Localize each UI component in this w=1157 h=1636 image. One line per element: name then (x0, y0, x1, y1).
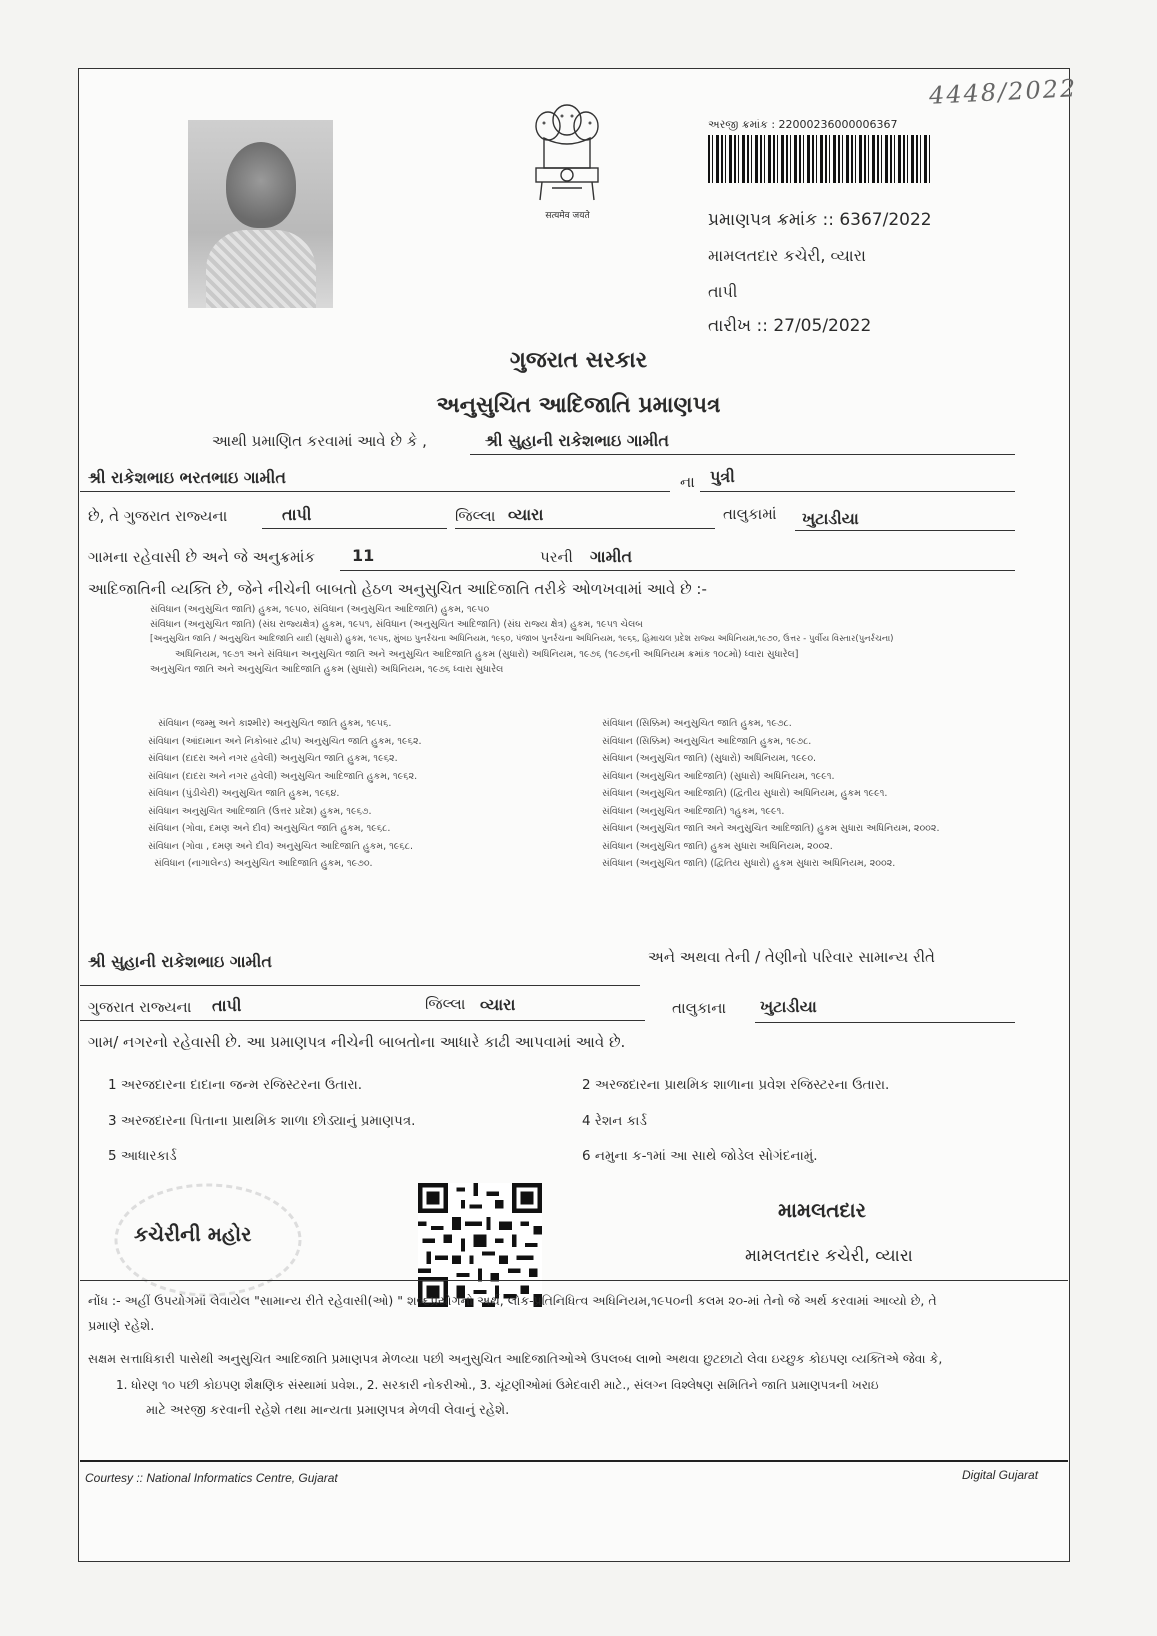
document-item: 6 નમુના ક-૧માં આ સાથે જોડેલ સોગંદનામું. (582, 1148, 818, 1164)
note-line: સક્ષમ સત્તાધિકારી પાસેથી અનુસુચિત આદિજાતિ પ્રમાણપત્ર મેળવ્યા પછી અનુસુચિત આદિજાતિઓએ ઉપલબ્ધ લાભો અથવા છુટછાટો લેવા ઇચ્છુક કોઇપણ વ્યક્તિએ જેવા કે, (88, 1351, 943, 1366)
state-label: છે, તે ગુજરાત રાજ્યના (88, 507, 228, 525)
resident-label: ગામના રહેવાસી છે અને જે અનુક્રમાંક (88, 548, 316, 566)
na-label: ના (680, 473, 695, 491)
rule (80, 985, 640, 986)
tribe-name: ગામીત (590, 547, 633, 566)
issuing-office: મામલતદાર કચેરી, વ્યારા (708, 246, 866, 265)
note-line: 1. ધોરણ ૧૦ પછી કોઇપણ શૈક્ષણિક સંસ્થામાં પ્રવેશ., 2. સરકારી નોકરીઓ., 3. ચૂંટણીઓમાં ઉમેદવારી માટે., સંલગ્ન વિશ્લેષણ સમિતિને જાતિ પ્રમાણપત્રની ખરાઇ (116, 1378, 879, 1392)
order-item: સંવિધાન (જમ્મુ અને કાશ્મીર) અનુસુચિત જાતિ હુકમ, ૧૯૫૬. (158, 718, 392, 729)
order-item: સંવિધાન (ગોવા, દમણ અને દીવ) અનુસુચિત જાતિ હુકમ, ૧૯૬૮. (148, 823, 391, 834)
barcode (708, 135, 930, 183)
certify-label: આથી પ્રમાણિત કરવામાં આવે છે કે , (212, 432, 427, 450)
note-line: માટે અરજી કરવાની રહેશે તથા માન્યતા પ્રમાણપત્ર મેળવી લેવાનું રહેશે. (146, 1403, 510, 1418)
district-label-2: જિલ્લા (425, 995, 466, 1013)
state-label-2: ગુજરાત રાજ્યના (88, 998, 192, 1016)
rule (80, 491, 670, 492)
signatory-office: મામલતદાર કચેરી, વ્યારા (745, 1246, 913, 1266)
serial-number: 11 (352, 546, 375, 565)
village-value: ખુટાડીયા (802, 509, 859, 528)
rule (700, 491, 1015, 492)
order-item: સંવિધાન (અનુસુચિત આદિજાતિ) (દ્વિતીય સુધારો) અધિનિયમ, હુકમ ૧૯૯૧. (602, 788, 888, 799)
handwritten-reference: 4448/2022 (928, 74, 1078, 110)
issue-date: તારીખ :: 27/05/2022 (708, 316, 872, 336)
order-line: [અનુસુચિત જાતિ / અનુસુચિત આદિજાતિ યાદી (સુધારો) હુકમ, ૧૯૫૬, મુંબઇ પુનર્રચના અધિનિયમ, ૧૯૬૦, પંજાબ પુનર્રચના અધિનિયમ, ૧૯૬૬, હિમાચલ પ્રદેશ રાજ્ય અધિનિયમ,૧૯૭૦, ઉત્તર - પુર્વીય વિસ્તાર(પુનર્રચના) (150, 634, 894, 644)
orders-left-list (148, 715, 568, 873)
order-item: સંવિધાન (અનુસુચિત જાતિ) હુકમ સુધારા અધિનિયમ, ૨૦૦૨. (602, 840, 833, 852)
footer-rule (80, 1460, 1068, 1462)
document-item: 3 અરજદારના પિતાના પ્રાથમિક શાળા છોડ્યાનું પ્રમાણપત્ર. (108, 1113, 416, 1129)
note-block (88, 1288, 1048, 1424)
document-item: 2 અરજદારના પ્રાથમિક શાળાના પ્રવેશ રજિસ્ટરના ઉતારા. (582, 1077, 890, 1093)
applicant-name: શ્રી સુહાની રાકેશભાઇ ગામીત (485, 431, 669, 450)
order-line: અધિનિયમ, ૧૯૭૧ અને સંવિધાન અનુસુચિત જાતિ અને અનુસુચિત આદિજાતિ હુકમ (સુધારો) અધિનિયમ, ૧૯૭૬ (૧૯૭૬ની અધિનિયમ ક્રમાંક ૧૦૮મો) ધ્વારા સુધારેલ] (175, 649, 799, 660)
orders-right-list (602, 715, 1032, 873)
order-item: સંવિધાન (દાદરા અને નગર હવેલી) અનુસુચિત આદિજાતિ હુકમ, ૧૯૬૨. (148, 770, 418, 782)
order-item: સંવિધાન (નાગાલેન્ડ) અનુસુચિત આદિજાતિ હુકમ, ૧૯૭૦. (154, 858, 373, 869)
order-item: સંવિધાન (અનુસુચિત જાતિ અને અનુસુચિત આદિજાતિ) હુકમ સુધારા અધિનિયમ, ૨૦૦૨. (602, 823, 940, 834)
note-line: પ્રમાણે રહેશે. (88, 1319, 155, 1334)
taluka-label-2: તાલુકાના (672, 999, 727, 1017)
father-name: શ્રી રાકેશભાઇ ભરતભાઇ ગામીત (88, 468, 286, 487)
district-value-2: તાપી (212, 996, 242, 1015)
order-item: સંવિધાન (આંદામાન અને નિકોબાર દ્વીપ) અનુસુચિત જાતિ હુકમ, ૧૯૬૨. (148, 735, 422, 747)
applicant-name-repeat: શ્રી સુહાની રાકેશભાઇ ગામીત (88, 952, 272, 971)
order-line: અનુસુચિત જાતિ અને અનુસુચિત આદિજાતિ હુકમ (સુધારો) અધિનિયમ, ૧૯૭૬ ધ્વારા સુધારેલ (150, 664, 504, 675)
footer-credit: Courtesy :: National Informatics Centre, Gujarat (85, 1471, 338, 1485)
application-number: અરજી ક્રમાંક : 22000236000006367 (708, 118, 898, 131)
national-emblem-icon (522, 98, 612, 208)
order-line: સંવિધાન (અનુસુચિત જાતિ) (સંઘ રાજ્યક્ષેત્ર) હુકમ, ૧૯૫૧, સંવિધાન (અનુસુચિત આદિજાતિ) (સંઘ રાજ્ય ક્ષેત્ર) હુકમ, ૧૯૫૧ ચેલબ (150, 619, 643, 630)
applicant-photo (188, 120, 333, 308)
signatory-title: મામલતદાર (778, 1198, 866, 1222)
document-item: 1 અરજદારના દાદાના જન્મ રજિસ્ટરના ઉતારા. (108, 1077, 363, 1093)
rule (262, 528, 447, 529)
document-item: 4 રેશન કાર્ડ (582, 1113, 647, 1129)
certificate-number: પ્રમાણપત્ર ક્રમાંક :: 6367/2022 (708, 210, 932, 230)
taluka-label: તાલુકામાં (723, 505, 777, 523)
district: તાપી (708, 282, 738, 301)
footer-brand: Digital Gujarat (962, 1468, 1039, 1482)
tribal-statement: આદિજાતિની વ્યક્તિ છે, જેને નીચેની બાબતો હેઠળ અનુસુચિત આદિજાતિ તરીકે ઓળખવામાં આવે છે :- (88, 580, 707, 598)
district-label: જિલ્લા (455, 507, 496, 525)
taluka-value-2: વ્યારા (480, 995, 516, 1014)
certificate-title: અનુસુચિત આદિજાતિ પ્રમાણપત્ર (436, 393, 721, 418)
taluka-value: વ્યારા (508, 505, 544, 524)
village-value-2: ખુટાડીયા (760, 997, 817, 1016)
order-item: સંવિધાન (પુંડીચેરી) અનુસુચિત જાતિ હુકમ, ૧૯૬૪. (148, 788, 340, 799)
rule (795, 530, 1015, 531)
on-label: પરની (540, 548, 573, 566)
basis-statement: ગામ/ નગરનો રહેવાસી છે. આ પ્રમાણપત્ર નીચેની બાબતોના આધારે કાઢી આપવામાં આવે છે. (88, 1033, 626, 1051)
order-item: સંવિધાન (દાદરા અને નગર હવેલી) અનુસુચિત જાતિ હુકમ, ૧૯૬૨. (148, 753, 398, 764)
orders-block (150, 602, 1000, 677)
order-item: સંવિધાન (અનુસુચિત જાતિ) (દ્વિતિય સુધારો) હુકમ સુધારા અધિનિયમ, ૨૦૦૨. (602, 858, 896, 869)
rule (755, 1022, 1015, 1023)
order-line: સંવિધાન (અનુસુચિત જાતિ) હુકમ, ૧૯૫૦, સંવિધાન (અનુસુચિત આદિજાતિ) હુકમ, ૧૯૫૦ (150, 604, 490, 615)
document-item: 5 આધારકાર્ડ (108, 1148, 177, 1164)
order-item: સંવિધાન (ગોવા , દમણ અને દીવ) અનુસુચિત આદિજાતિ હુકમ, ૧૯૬૮. (148, 840, 413, 852)
rule (80, 1020, 645, 1021)
note-line: નોંધ :- અહીં ઉપયોગમાં લેવાયેલ "સામાન્ય રીતે રહેવાસી(ઓ) " શબ્દપ્રયોગનો અર્થ, લોક-પ્રતિનિધિત્વ અધિનિયમ,૧૯૫૦ની કલમ ૨૦-માં તેનો જે અર્થ કરવામાં આવ્યો છે, તે (88, 1293, 937, 1308)
relation: પુત્રી (710, 467, 735, 486)
order-item: સંવિધાન (અનુસુચિત આદિજાતિ) ૧હુકમ, ૧૯૯૧. (602, 805, 785, 817)
rule (455, 528, 715, 529)
govt-title: ગુજરાત સરકાર (509, 348, 648, 373)
divider (80, 1280, 1068, 1281)
order-item: સંવિધાન (સિક્કિમ) અનુસુચિત આદિજાતિ હુકમ, ૧૯૭૮. (602, 735, 812, 747)
order-item: સંવિધાન (સિક્કિમ) અનુસુચિત જાતિ હુકમ, ૧૯૭૮. (602, 718, 792, 729)
order-item: સંવિધાન (અનુસુચિત આદિજાતિ) (સુધારો) અધિનિયમ, ૧૯૯૧. (602, 770, 835, 782)
family-statement: અને અથવા તેની / તેણીનો પરિવાર સામાન્ય રીતે (648, 948, 935, 966)
rule (470, 454, 1015, 455)
emblem-caption: सत्यमेव जयते (545, 211, 590, 221)
rule (340, 570, 1015, 571)
order-item: સંવિધાન અનુસુચિત આદિજાતિ (ઉત્તર પ્રદેશ) હુકમ, ૧૯૬૭. (148, 805, 372, 817)
district-value: તાપી (282, 505, 312, 524)
seal-label: કચેરીની મહોર (134, 1222, 252, 1246)
order-item: સંવિધાન (અનુસુચિત જાતિ) (સુધારો) અધિનિયમ, ૧૯૯૦. (602, 753, 817, 764)
